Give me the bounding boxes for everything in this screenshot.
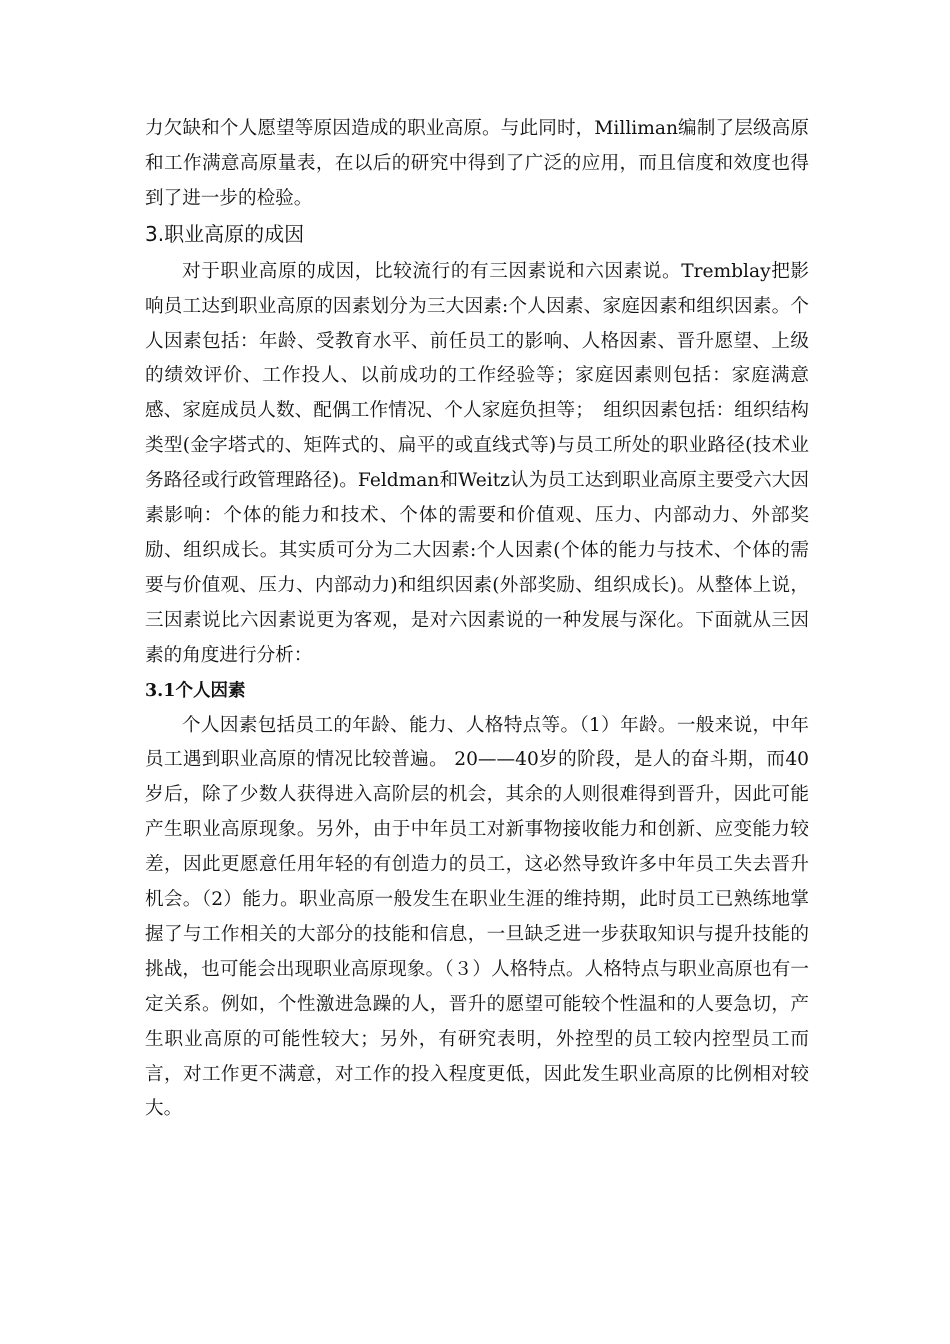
section-3-1-heading: 3.1个人因素 [145, 680, 246, 701]
section-3-heading: 3.职业高原的成因 [145, 221, 305, 246]
paragraph-intro: 力欠缺和个人愿望等原因造成的职业高原。与此同时，Milliman编制了层级高原和工作满意高原量表，在以后的研究中得到了广泛的应用，而且信度和效度也得到了进一步的检验。 [145, 118, 809, 209]
paragraph-personal-factors: 个人因素包括员工的年龄、能力、人格特点等。（1）年龄。一般来说，中年员工遇到职业高原的情况比较普遍。 20——40岁的阶段，是人的奋斗期，而40岁后，除了少数人获得进入高阶层的机会，其余的人则很难得到晋升，因此可能产生职业高原现象。另外，由于中年员工对新事物接收能力和创新、应变能力较差，因此更愿意任用年轻的有创造力的员工，这必然导致许多中年员工失去晋升机会。（2）能力。职业高原一般发生在职业生涯的维持期，此时员工已熟练地掌握了与工作相关的大部分的技能和信息，一旦缺乏进一步获取知识与提升技能的挑战，也可能会出现职业高原现象。（３）人格特点。人格特点与职业高原也有一定关系。例如，个性激进急躁的人，晋升的愿望可能较个性温和的人要急切，产生职业高原的可能性较大；另外，有研究表明，外控型的员工较内控型员工而言，对工作更不满意，对工作的投入程度更低，因此发生职业高原的比例相对较大。 [145, 714, 809, 1120]
paragraph-causes: 对于职业高原的成因，比较流行的有三因素说和六因素说。Tremblay把影响员工达到职业高原的因素划分为三大因素:个人因素、家庭因素和组织因素。个人因素包括：年龄、受教育水平、前任员工的影响、人格因素、晋升愿望、上级的绩效评价、工作投人、以前成功的工作经验等；家庭因素则包括：家庭满意感、家庭成员人数、配偶工作情况、个人家庭负担等； 组织因素包括：组织结构类型(金字塔式的、矩阵式的、扁平的或直线式等)与员工所处的职业路径(技术业务路径或行政管理路径)。Feldman和Weitz认为员工达到职业高原主要受六大因素影响：个体的能力和技术、个体的需要和价值观、压力、内部动力、外部奖励、组织成长。其实质可分为二大因素:个人因素(个体的能力与技术、个体的需要与价值观、压力、内部动力)和组织因素(外部奖励、组织成长)。从整体上说，三因素说比六因素说更为客观，是对六因素说的一种发展与深化。下面就从三因素的角度进行分析： [145, 260, 809, 666]
document-page [145, 112, 809, 1127]
